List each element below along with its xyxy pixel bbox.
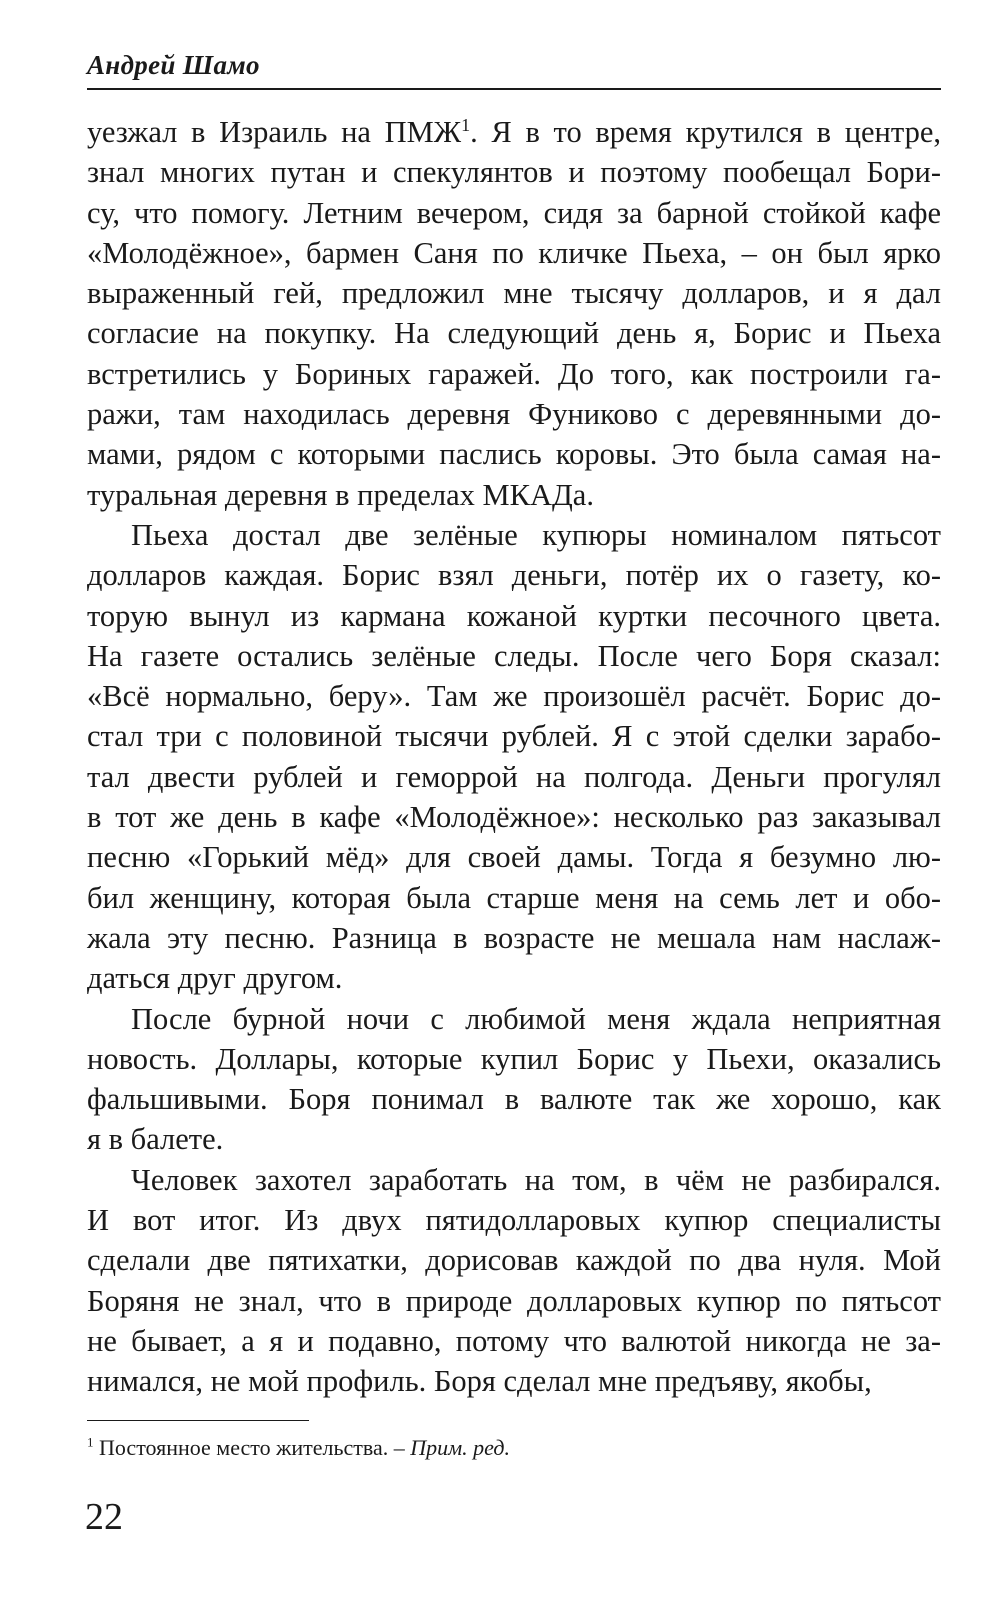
text-line: выраженный гей, предложил мне тысячу долларов, и я дал — [87, 276, 941, 311]
running-header-author: Андрей Шамо — [87, 50, 260, 80]
text-line: туральная деревня в пределах МКАДа. — [87, 477, 594, 512]
text-line: ражи, там находилась деревня Фуниково с деревянными до- — [87, 397, 941, 432]
text-line: я в балете. — [87, 1122, 224, 1157]
text-line: бил женщину, которая была старше меня на семь лет и обо- — [87, 880, 941, 915]
text-line: И вот итог. Из двух пятидолларовых купюр специалисты — [87, 1203, 941, 1238]
body-text — [87, 112, 941, 1402]
footnote — [87, 1434, 941, 1462]
text-line: торую вынул из кармана кожаной куртки песочного цвета. — [87, 598, 941, 633]
text-line: су, что помогу. Летним вечером, сидя за барной стойкой кафе — [87, 195, 941, 230]
page-number: 22 — [85, 1496, 123, 1538]
text-line: Боряня не знал, что в природе долларовых купюр по пятьсот — [87, 1283, 941, 1318]
text-line: в тот же день в кафе «Молодёжное»: несколько раз заказывал — [87, 800, 941, 835]
text-line: Человек захотел заработать на том, в чём не разбирался. — [131, 1162, 941, 1197]
text-line: нимался, не мой профиль. Боря сделал мне предъяву, якобы, — [87, 1364, 872, 1399]
text-line: долларов каждая. Борис взял деньги, потёр их о газету, ко- — [87, 558, 941, 593]
text-line: «Всё нормально, беру». Там же произошёл расчёт. Борис до- — [87, 679, 941, 714]
text-line: знал многих путан и спекулянтов и поэтому пообещал Бори- — [87, 155, 941, 190]
footnote-text: Постоянное место жительства. – — [99, 1435, 411, 1460]
text-line: мами, рядом с которыми паслись коровы. Это была самая на- — [87, 437, 941, 472]
text-line: Пьеха достал две зелёные купюры номиналом пятьсот — [131, 517, 941, 552]
footnote-editor-note: Прим. ред. — [410, 1435, 511, 1460]
text-line: даться друг другом. — [87, 961, 343, 996]
footnote-divider — [87, 1420, 309, 1421]
text-line: уезжал в Израиль на ПМЖ$^1$. Я в то время крутился в центре, — [87, 114, 941, 149]
text-line: новость. Доллары, которые купил Борис у Пьехи, оказались — [87, 1041, 941, 1076]
footnote-reference: 1 — [461, 114, 471, 135]
text-line: жала эту песню. Разница в возрасте не мешала нам наслаж- — [87, 920, 941, 955]
text-line: тал двести рублей и геморрой на полгода. Деньги прогулял — [87, 759, 941, 794]
text-line: сделали две пятихатки, дорисовав каждой по два нуля. Мой — [87, 1243, 941, 1278]
text-line: согласие на покупку. На следующий день я, Борис и Пьеха — [87, 316, 941, 351]
text-line: встретились у Бориных гаражей. До того, как построили га- — [87, 356, 941, 391]
header-divider — [87, 88, 941, 90]
text-line: После бурной ночи с любимой меня ждала неприятная — [131, 1001, 941, 1036]
text-line: не бывает, а я и подавно, потому что валютой никогда не за- — [87, 1323, 941, 1358]
text-line: стал три с половиной тысячи рублей. Я с этой сделки зарабо- — [87, 719, 941, 754]
footnote-marker: 1 — [87, 1434, 94, 1450]
text-line: «Молодёжное», бармен Саня по кличке Пьеха, – он был ярко — [87, 235, 941, 270]
text-line: На газете остались зелёные следы. После чего Боря сказал: — [87, 638, 941, 673]
text-line: фальшивыми. Боря понимал в валюте так же хорошо, как — [87, 1082, 941, 1117]
text-line: песню «Горький мёд» для своей дамы. Тогда я безумно лю- — [87, 840, 941, 875]
